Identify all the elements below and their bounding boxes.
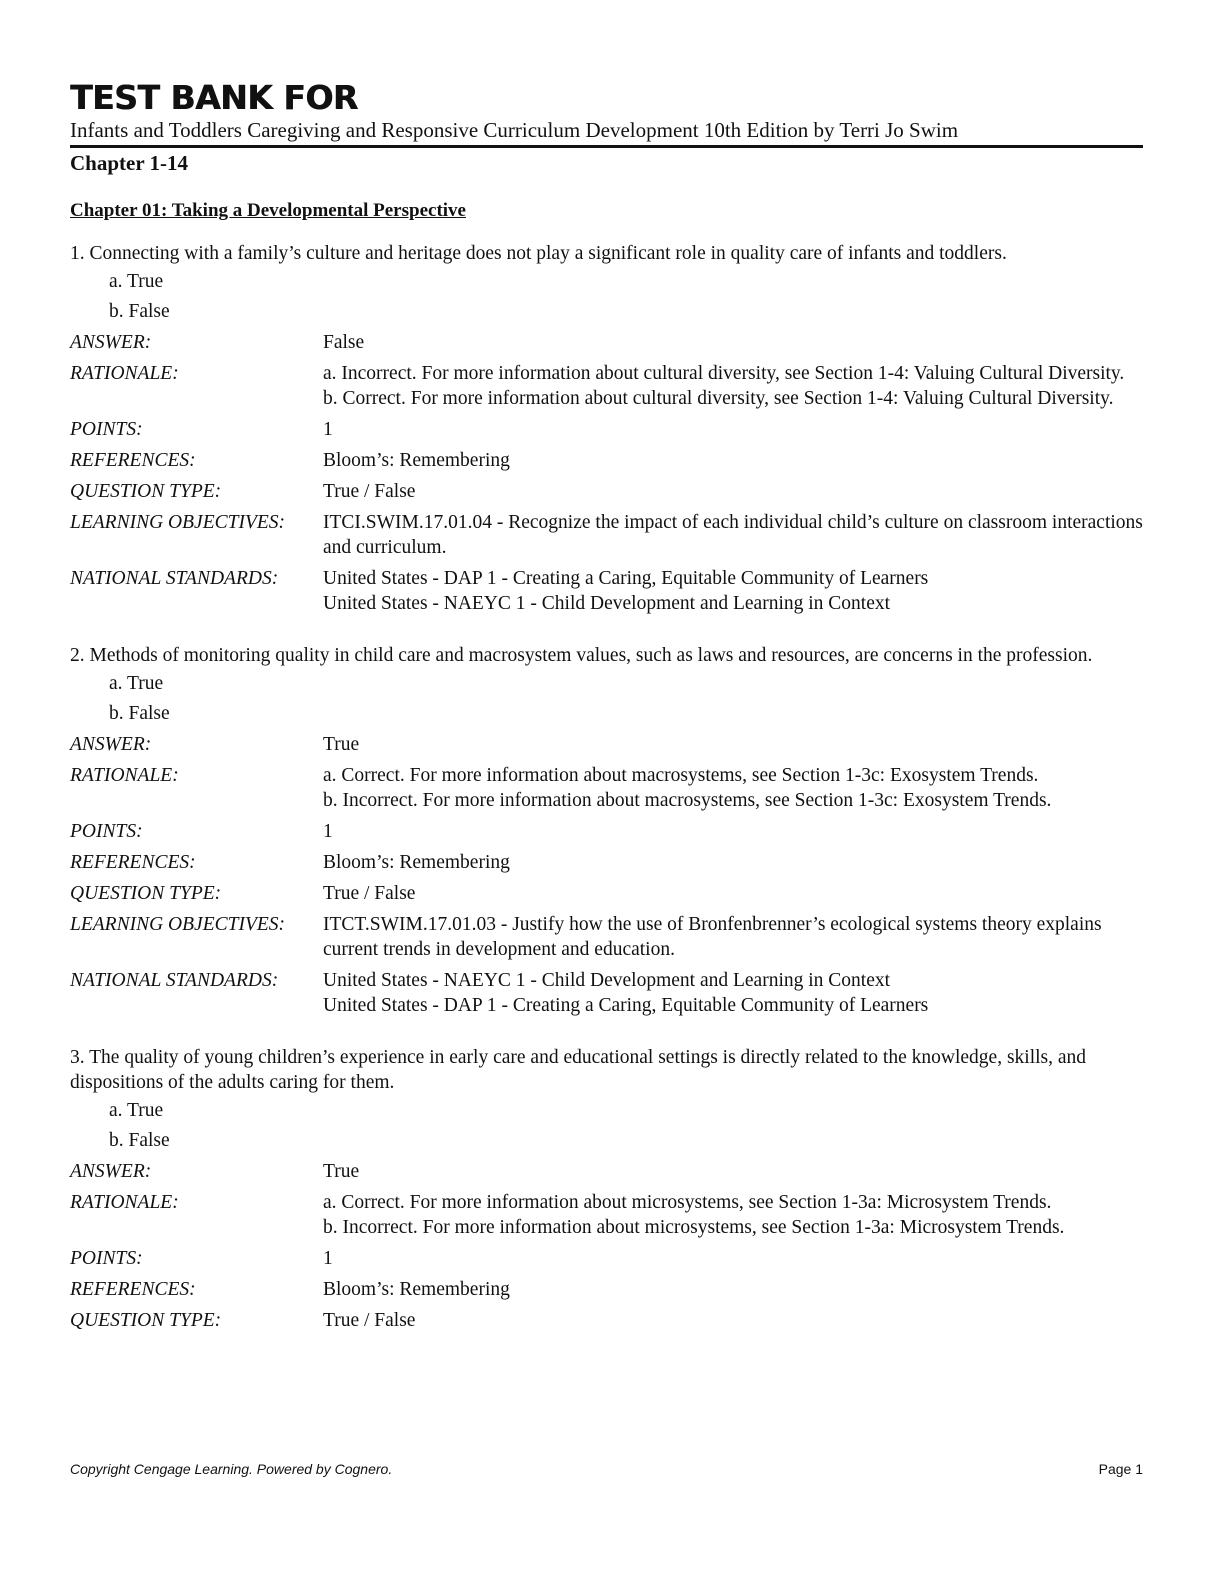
rationale-value xyxy=(323,361,1143,411)
references-row xyxy=(70,850,1143,875)
points-row xyxy=(70,417,1143,442)
references-label: REFERENCES: xyxy=(70,852,196,873)
rationale-a: a. Incorrect. For more information about cultural diversity, see Section 1-4: Valuing Cultural Diversity. xyxy=(323,363,1125,384)
answer-label: ANSWER: xyxy=(70,332,152,353)
national-standards-label: NATIONAL STANDARDS: xyxy=(70,970,279,991)
rationale-row xyxy=(70,1190,1143,1240)
page-title: TEST BANK FOR xyxy=(70,78,358,117)
answer-label: ANSWER: xyxy=(70,1161,152,1182)
points-label: POINTS: xyxy=(70,419,143,440)
question-2 xyxy=(70,643,1143,1018)
points-row xyxy=(70,1246,1143,1271)
references-value: Bloom’s: Remembering xyxy=(323,852,510,873)
question-type-label: QUESTION TYPE: xyxy=(70,481,222,502)
question-type-row xyxy=(70,1308,1143,1333)
references-row xyxy=(70,1277,1143,1302)
answer-value: True xyxy=(323,1161,360,1182)
national-standards-value xyxy=(323,566,1143,616)
option-a: a. True xyxy=(109,1100,164,1121)
chapter-range: Chapter 1-14 xyxy=(70,151,189,175)
document-page xyxy=(70,78,1143,1333)
national-standards-value xyxy=(323,968,1143,1018)
references-value: Bloom’s: Remembering xyxy=(323,450,510,471)
rationale-label: RATIONALE: xyxy=(70,1192,179,1213)
references-row xyxy=(70,448,1143,473)
points-value: 1 xyxy=(323,821,333,842)
rationale-label: RATIONALE: xyxy=(70,363,179,384)
answer-row xyxy=(70,330,1143,355)
rationale-row xyxy=(70,361,1143,411)
question-text: 1. Connecting with a family’s culture and heritage does not play a significant role in quality care of infants and toddlers. xyxy=(70,243,1007,264)
standard-2: United States - DAP 1 - Creating a Caring, Equitable Community of Learners xyxy=(323,995,929,1016)
rationale-value xyxy=(323,1190,1143,1240)
rationale-a: a. Correct. For more information about macrosystems, see Section 1-3c: Exosystem Trends. xyxy=(323,765,1039,786)
learning-objectives-label: LEARNING OBJECTIVES: xyxy=(70,914,286,935)
rationale-a: a. Correct. For more information about microsystems, see Section 1-3a: Microsystem Trends. xyxy=(323,1192,1052,1213)
book-subtitle: Infants and Toddlers Caregiving and Responsive Curriculum Development 10th Edition by Terri Jo Swim xyxy=(70,118,959,142)
points-row xyxy=(70,819,1143,844)
question-3 xyxy=(70,1045,1143,1333)
copyright-notice: Copyright Cengage Learning. Powered by Cognero. xyxy=(70,1461,393,1477)
question-type-label: QUESTION TYPE: xyxy=(70,1310,222,1331)
rationale-value xyxy=(323,763,1143,813)
question-text: 2. Methods of monitoring quality in child care and macrosystem values, such as laws and resources, are concerns in the profession. xyxy=(70,645,1093,666)
learning-objectives-row xyxy=(70,510,1143,560)
learning-objectives-value: ITCT.SWIM.17.01.03 - Justify how the use of Bronfenbrenner’s ecological systems theory explains current trends in development and education. xyxy=(323,914,1102,960)
rationale-b: b. Incorrect. For more information about macrosystems, see Section 1-3c: Exosystem Trends. xyxy=(323,790,1052,811)
standard-1: United States - NAEYC 1 - Child Development and Learning in Context xyxy=(323,970,891,991)
points-value: 1 xyxy=(323,1248,333,1269)
answer-value: True xyxy=(323,734,360,755)
option-b: b. False xyxy=(109,301,170,322)
question-type-row xyxy=(70,881,1143,906)
question-text: 3. The quality of young children’s experience in early care and educational settings is directly related to the knowledge, skills, and dispositions of the adults caring for them. xyxy=(70,1047,1087,1093)
option-b: b. False xyxy=(109,1130,170,1151)
rationale-b: b. Correct. For more information about cultural diversity, see Section 1-4: Valuing Cultural Diversity. xyxy=(323,388,1114,409)
national-standards-row xyxy=(70,968,1143,1018)
national-standards-label: NATIONAL STANDARDS: xyxy=(70,568,279,589)
header-rule xyxy=(70,145,1143,148)
answer-label: ANSWER: xyxy=(70,734,152,755)
standard-1: United States - DAP 1 - Creating a Caring, Equitable Community of Learners xyxy=(323,568,929,589)
national-standards-row xyxy=(70,566,1143,616)
question-type-value: True / False xyxy=(323,883,416,904)
rationale-b: b. Incorrect. For more information about microsystems, see Section 1-3a: Microsystem Trends. xyxy=(323,1217,1065,1238)
points-label: POINTS: xyxy=(70,821,143,842)
references-value: Bloom’s: Remembering xyxy=(323,1279,510,1300)
page-footer xyxy=(70,1460,1143,1478)
question-type-value: True / False xyxy=(323,481,416,502)
option-b: b. False xyxy=(109,703,170,724)
points-label: POINTS: xyxy=(70,1248,143,1269)
answer-row xyxy=(70,732,1143,757)
references-label: REFERENCES: xyxy=(70,450,196,471)
page-number: Page 1 xyxy=(1098,1461,1143,1477)
question-type-label: QUESTION TYPE: xyxy=(70,883,222,904)
learning-objectives-row xyxy=(70,912,1143,962)
answer-value: False xyxy=(323,332,365,353)
points-value: 1 xyxy=(323,419,333,440)
learning-objectives-value: ITCI.SWIM.17.01.04 - Recognize the impact of each individual child’s culture on classroom interactions and curriculum. xyxy=(323,512,1143,558)
question-1 xyxy=(70,241,1143,616)
question-type-value: True / False xyxy=(323,1310,416,1331)
learning-objectives-label: LEARNING OBJECTIVES: xyxy=(70,512,286,533)
references-label: REFERENCES: xyxy=(70,1279,196,1300)
option-a: a. True xyxy=(109,271,164,292)
standard-2: United States - NAEYC 1 - Child Development and Learning in Context xyxy=(323,593,891,614)
question-type-row xyxy=(70,479,1143,504)
chapter-heading: Chapter 01: Taking a Developmental Perspective xyxy=(70,200,466,221)
option-a: a. True xyxy=(109,673,164,694)
rationale-label: RATIONALE: xyxy=(70,765,179,786)
rationale-row xyxy=(70,763,1143,813)
answer-row xyxy=(70,1159,1143,1184)
